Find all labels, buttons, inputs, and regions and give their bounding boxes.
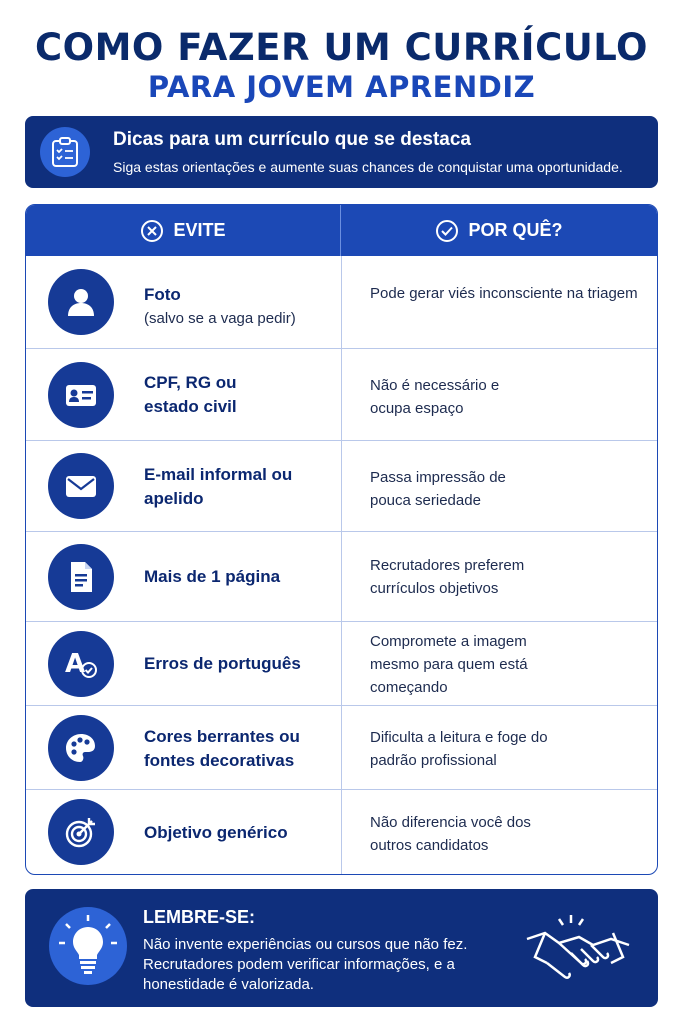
why-text: Não é necessário e ocupa espaço — [370, 377, 500, 417]
avoid-text: Foto (salvo se a vaga pedir) — [144, 283, 329, 331]
palette-icon — [48, 715, 114, 781]
page-subtitle: PARA JOVEM APRENDIZ — [147, 70, 536, 104]
avoid-text: CPF, RG ou estado civil — [144, 373, 237, 416]
tips-heading: Dicas para um currículo que se destaca — [113, 129, 471, 150]
table-row — [26, 706, 657, 790]
document-icon — [48, 544, 114, 610]
header-avoid-label: EVITE — [173, 220, 226, 240]
why-text: Dificulta a leitura e foge do padrão profissional — [370, 729, 548, 769]
handshake-icon — [523, 909, 635, 989]
lightbulb-icon — [49, 907, 127, 985]
table-row — [26, 532, 657, 622]
tips-subtitle: Siga estas orientações e aumente suas chances de conquistar uma oportunidade. — [113, 159, 623, 175]
why-text: Compromete a imagem mesmo para quem está começando — [370, 633, 528, 696]
header-why — [341, 205, 657, 256]
remember-text: Não invente experiências ou cursos que não fez. Recrutadores podem verificar informações, e a honestidade é valorizada. — [143, 936, 468, 993]
avoid-text: Objetivo genérico — [144, 823, 288, 842]
header-avoid — [26, 205, 341, 256]
check-circle-icon — [435, 219, 459, 243]
table-row — [26, 256, 657, 349]
target-icon — [48, 799, 114, 865]
id-card-icon — [48, 362, 114, 428]
avoid-text: Cores berrantes ou fontes decorativas — [144, 727, 300, 770]
page-title: COMO FAZER UM CURRÍCULO — [34, 26, 648, 69]
table-row — [26, 790, 657, 875]
envelope-icon — [48, 453, 114, 519]
person-icon — [48, 269, 114, 335]
remember-heading: LEMBRE-SE: — [143, 907, 255, 927]
clipboard-checklist-icon — [40, 127, 90, 177]
table-header — [26, 205, 657, 256]
why-text: Passa impressão de pouca seriedade — [370, 469, 506, 509]
avoid-text: Mais de 1 página — [144, 567, 281, 586]
avoid-text: Erros de português — [144, 654, 301, 673]
svg-text:A: A — [65, 649, 86, 679]
spellcheck-icon — [48, 631, 114, 697]
why-text: Pode gerar viés inconsciente na triagem — [370, 285, 638, 302]
why-text: Recrutadores preferem currículos objetivos — [370, 557, 525, 597]
avoid-table — [25, 204, 658, 875]
table-row — [26, 622, 657, 706]
avoid-text: E-mail informal ou apelido — [144, 465, 293, 508]
why-text: Não diferencia você dos outros candidatos — [370, 814, 531, 854]
x-circle-icon — [140, 219, 164, 243]
table-row — [26, 441, 657, 532]
tips-banner — [25, 116, 658, 188]
table-row — [26, 349, 657, 441]
avoid-note: (salvo se a vaga pedir) — [144, 310, 296, 327]
remember-banner — [25, 889, 658, 1007]
header-why-label: POR QUÊ? — [468, 220, 563, 240]
